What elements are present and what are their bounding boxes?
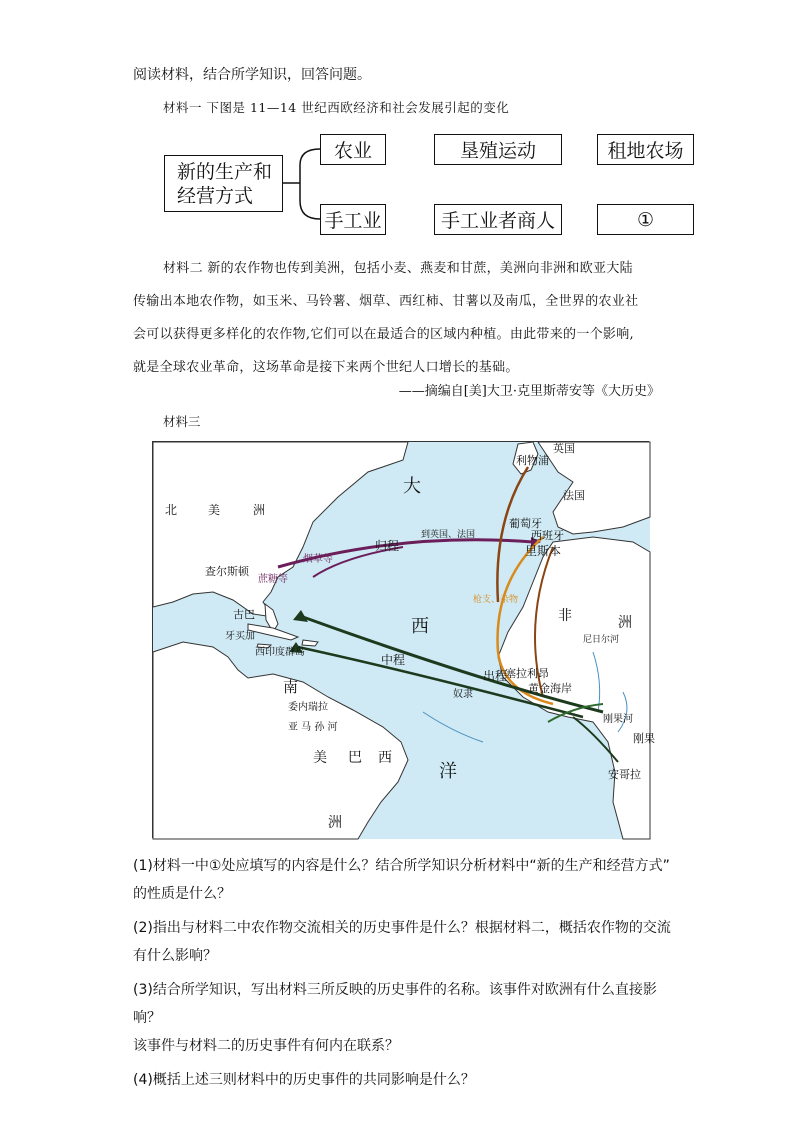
map-label-africa-fei: 非 [558, 608, 572, 624]
question-1-line-1: (1)材料一中①处应填写的内容是什么？结合所学知识分析材料中“新的生产和经营方式” [133, 858, 670, 874]
map-label-tobacco: 烟草等 [303, 554, 333, 565]
map-label-cuba: 古巴 [233, 608, 255, 621]
map-label-france: 法国 [563, 489, 585, 502]
map-label-sugar: 蔗糖等 [258, 574, 288, 585]
map-label-slaves: 奴隶 [453, 689, 473, 700]
map-label-congo: 刚果 [633, 732, 655, 745]
map-label-niger: 尼日尔河 [583, 635, 620, 645]
triangle-trade-map [152, 441, 655, 838]
question-2-line-1: (2)指出与材料二中农作物交流相关的历史事件是什么？根据材料二，概括农作物的交流 [133, 920, 671, 936]
map-label-west-indies: 西印度群岛 [255, 647, 305, 658]
material2-text [133, 252, 663, 384]
map-svg [153, 442, 655, 839]
map-label-lisbon: 里斯本 [525, 544, 562, 558]
material1-title: 材料一 下图是 11—14 世纪西欧经济和社会发展引起的变化 [163, 100, 510, 115]
map-label-return-route: 归程 [375, 539, 400, 553]
map-label-liverpool: 利物浦 [516, 454, 549, 467]
material2-line-4: 就是全球农业革命，这场革命是接下来两个世纪人口增长的基础。 [133, 360, 519, 375]
map-label-angola: 安哥拉 [608, 768, 641, 781]
box-craftsmen-merchants: 手工业者商人 [434, 204, 562, 235]
map-label-south: 南 [283, 678, 299, 696]
map-label-north: 北 [165, 503, 178, 517]
question-1-line-2: 的性质是什么？ [133, 886, 231, 902]
box-reclamation: 垦殖运动 [434, 134, 562, 165]
main-box-line2: 经营方式 [177, 184, 254, 207]
map-label-jamaica: 牙买加 [225, 631, 255, 642]
question-4: (4)概括上述三则材料中的历史事件的共同影响是什么？ [133, 1072, 475, 1088]
material2-line-2: 传输出本地农作物，如玉米、马铃薯、烟草、西红柿、甘薯以及南瓜，全世界的农业社 [133, 294, 639, 309]
material2-line-3: 会可以获得更多样化的农作物,它们可以在最适合的区域内种植。由此带来的一个影响, [133, 327, 634, 342]
map-label-yang: 洋 [439, 761, 457, 782]
map-label-uk: 英国 [553, 442, 575, 455]
map-label-africa-zhou: 洲 [618, 615, 632, 631]
map-label-charleston: 查尔斯顿 [205, 565, 249, 578]
map-label-gold-coast: 黄金海岸 [528, 682, 572, 695]
main-box-line1: 新的生产和 [177, 160, 273, 183]
question-3-line-2: 该事件与材料二的历史事件有何内在联系？ [133, 1038, 399, 1054]
map-label-portugal: 葡萄牙 [509, 517, 542, 530]
map-label-xi: 西 [411, 616, 429, 637]
map-label-spain: 西班牙 [531, 529, 564, 542]
map-label-zhou: 洲 [328, 815, 342, 831]
main-box [164, 155, 283, 212]
map-label-continent: 洲 [253, 503, 266, 517]
material3-title: 材料三 [163, 414, 201, 429]
map-label-to-uk-france: 到英国、法国 [421, 530, 476, 540]
map-label-amazon: 亚 马 孙 河 [288, 722, 338, 733]
box-handicraft: 手工业 [320, 204, 386, 235]
question-2-line-2: 有什么影响？ [133, 948, 217, 964]
map-label-venezuela: 委内瑞拉 [288, 702, 328, 713]
material2-source: ——摘编自[美]大卫·克里斯蒂安等《大历史》 [398, 384, 660, 399]
map-label-south-america: 美 [313, 750, 327, 766]
questions [133, 852, 673, 1094]
box-agriculture: 农业 [320, 134, 386, 165]
question-3-line-1: (3)结合所学知识，写出材料三所反映的历史事件的名称。该事件对欧洲有什么直接影响？ [133, 982, 657, 1026]
map-label-congo-river: 刚果河 [603, 714, 633, 725]
map-label-middle-passage: 中程 [381, 653, 406, 667]
intro-text: 阅读材料，结合所学知识，回答问题。 [133, 67, 371, 83]
map-label-sierra-leone: 塞拉利昂 [505, 667, 549, 680]
box-tenant-farm: 租地农场 [597, 134, 694, 165]
map-label-brazil-ba: 巴 [348, 750, 362, 766]
map-label-outbound: 出程 [483, 669, 508, 683]
material2-line-1: 材料二 新的农作物也传到美洲，包括小麦、燕麦和甘蔗，美洲向非洲和欧亚大陆 [163, 261, 633, 276]
map-label-goods: 枪支、杂物 [473, 595, 519, 605]
map-label-america: 美 [208, 503, 221, 517]
map-label-da: 大 [403, 476, 421, 497]
box-blank-1: ① [597, 204, 694, 235]
map-label-brazil-xi: 西 [378, 750, 392, 766]
